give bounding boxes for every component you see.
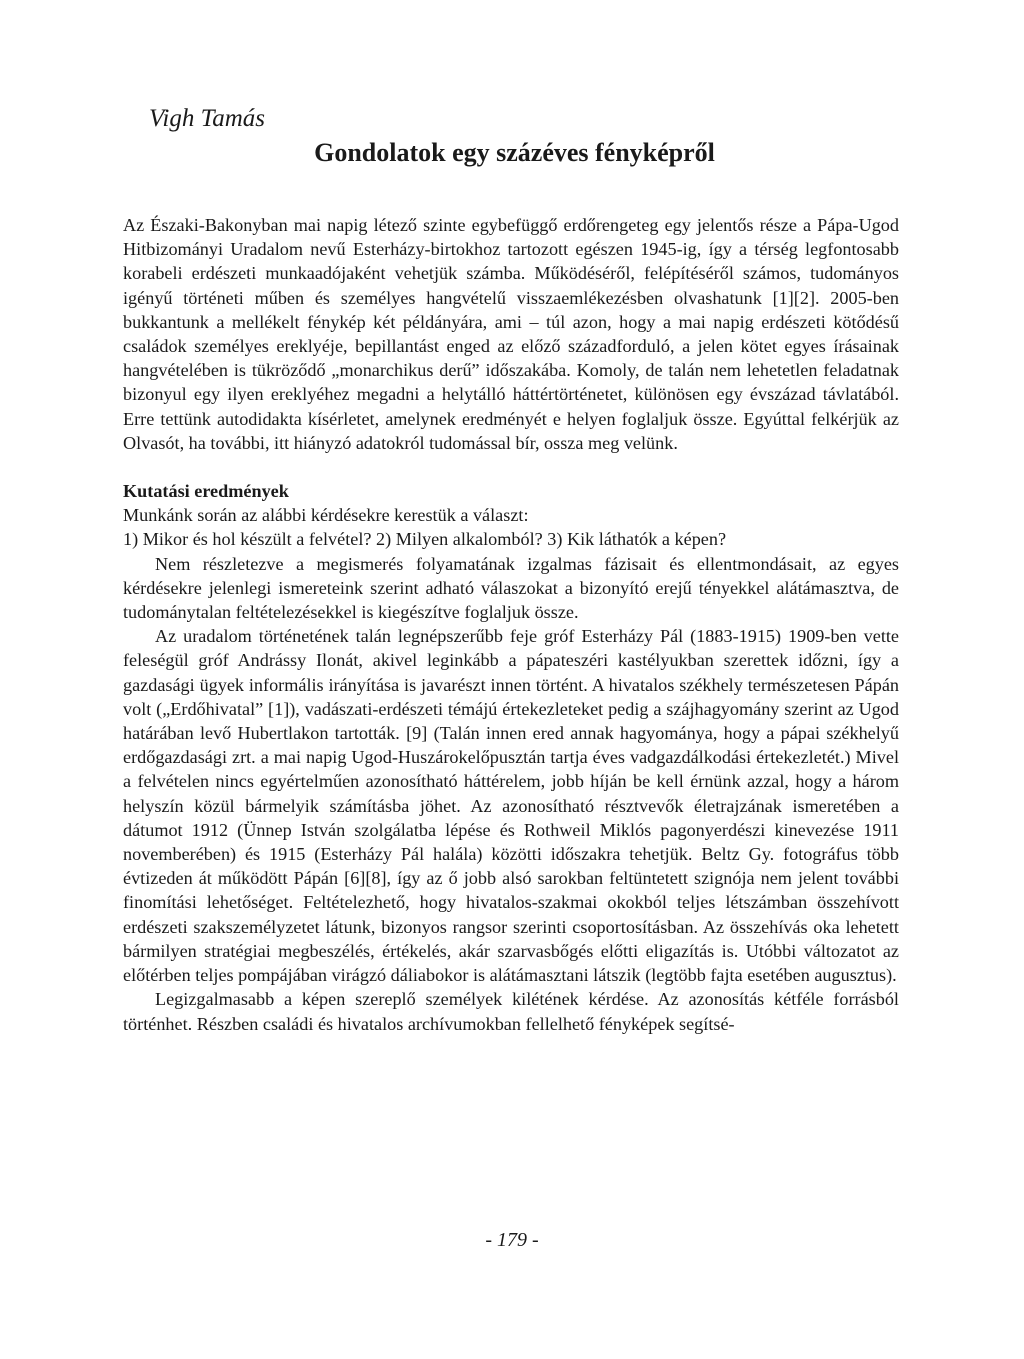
questions-list: 1) Mikor és hol készült a felvétel? 2) Milyen alkalomból? 3) Kik láthatók a képen? [123,529,727,550]
paragraph-history: Az uradalom történetének talán legnépszerűbb feje gróf Esterházy Pál (1883-1915) 1909-ben vette feleségül gróf Andrássy Ilonát, akivel leginkább a pápateszéri kastélyukban szerettek időzni, így a gazdasági ügyek informális irányítása is javarészt innen történt. A hivatalos székhely természetesen Pápán volt („Erdőhivatal” [1]), vadászati-erdészeti témájú értekezleteket pedig a szájhagyomány szerint az Ugod határában levő Hubertlakon tartották. [9] (Talán innen ered annak hagyománya, hogy a pápai székhelyű erdőgazdasági zrt. a mai napig Ugod-Huszárokelőpusztán tartja éves vadgazdálkodási értekezletét.) Mivel a felvételen nincs egyértelműen azonosítható háttérelem, jobb híján be kell érnünk azzal, hogy a három helyszín közül bármelyik számításba jöhet. Az azonosítható résztvevők életrajzának ismeretében a dátumot 1912 (Ünnep István szolgálatba lépése és Rothweil Miklós pagonyerdészi kinevezése 1911 novemberében) és 1915 (Esterházy Pál halála) közötti időszakra tehetjük. Beltz Gy. fotográfus több évtizeden át működött Pápán [6][8], így az ő jobb alsó sarokban feltüntetett szignója nem jelent további finomítási lehetőséget. Feltételezhető, hogy hivatalos-szakmai okokból teljes létszámban összehívott erdészeti szakszemélyzetet látunk, bizonyos rangsor szerinti csoportosításban. Az összehívás oka lehetett bármilyen stratégiai megbeszélés, értékelés, akár szarvasbőgés előtti eligazítás is. Utóbbi változatot az előtérben teljes pompájában virágzó dáliabokor is alátámasztani látszik (legtöbb fajta esetében augusztus). [123,626,899,986]
page-number: - 179 - [485,1229,539,1251]
author-name: Vigh Tamás [149,105,266,132]
section-heading: Kutatási eredmények [123,481,289,502]
paragraph-identification: Legizgalmasabb a képen szereplő személyek kilétének kérdése. Az azonosítás kétféle forrásból történhet. Részben családi és hivatalos archívumokban fellelhető fényképek segítsé- [123,989,899,1034]
section-gap [123,455,899,479]
questions-intro: Munkánk során az alábbi kérdésekre kerestük a választ: [123,505,529,526]
paragraph-summary: Nem részletezve a megismerés folyamatának izgalmas fázisait és ellentmondásait, az egyes kérdésekre jelenlegi ismereteink szerint adható válaszokat a bizonyító erejű tényekkel alátámasztva, de tudománytalan feltételezésekkel is kiegészítve foglaljuk össze. [123,553,899,623]
intro-paragraph: Az Északi-Bakonyban mai napig létező szinte egybefüggő erdőrengeteg egy jelentős része a Pápa-Ugod Hitbizományi Uradalom nevű Esterházy-birtokhoz tartozott egészen 1945-ig, így a térség legfontosabb korabeli erdészeti munkaadójaként vehetjük számba. Működéséről, felépítéséről számos, tudományos igényű történeti műben és személyes hangvételű visszaemlékezésben olvashatunk [1][2]. 2005-ben bukkantunk a mellékelt fénykép két példányára, ami – túl azon, hogy a mai napig erdészeti kötődésű családok személyes ereklyéje, bepillantást enged az előző századforduló, a jelen kötet egyes írásainak hangvételében is tükröződő „monarchikus derű” időszakába. Komoly, de talán nem lehetetlen feladatnak bizonyul egy ilyen ereklyéhez megadni a helytálló háttértörténetet, különösen egy évszázad távlatából. Erre tettünk autodidakta kísérletet, amelynek eredményét e helyen foglaljuk össze. Egyúttal felkérjük az Olvasót, ha további, itt hiányzó adatokról tudomással bír, ossza meg velünk. [123,215,899,453]
article-body [123,213,899,1036]
article-title: Gondolatok egy százéves fényképről [314,138,715,167]
